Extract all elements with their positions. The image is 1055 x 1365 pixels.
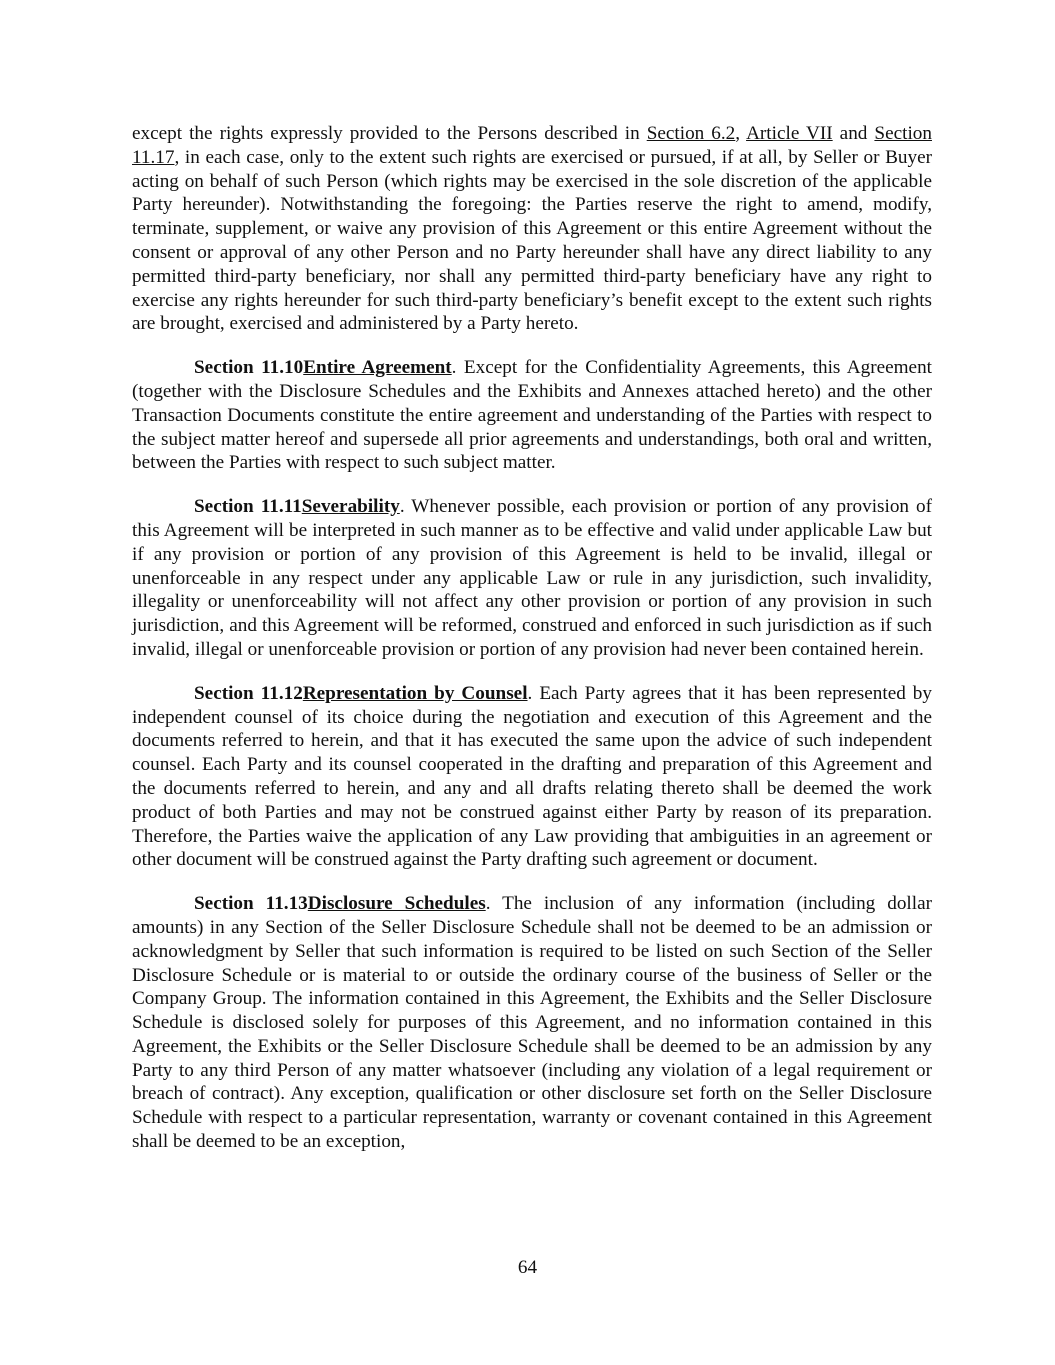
section-title: Severability bbox=[301, 496, 400, 518]
document-page bbox=[132, 122, 932, 1174]
cross-reference-article-vii[interactable]: Article VII bbox=[746, 123, 833, 144]
section-body: . Each Party agrees that it has been represented by independent counsel of its choice during the negotiation and execution of this Agreement and the documents referred to herein, and that it has executed the same upon the advice of such independent counsel. Each Party and its counsel cooperated in the drafting and preparation of this Agreement and the documents referred to herein, and any and all drafts relating thereto shall be deemed the work product of both Parties and may not be construed against either Party by reason of its preparation. Therefore, the Parties waive the application of any Law providing that ambiguities in an agreement or other document will be construed against the Party drafting such agreement or document. bbox=[132, 682, 932, 871]
intro-paragraph bbox=[132, 122, 932, 336]
section-11-11-paragraph bbox=[132, 495, 932, 662]
intro-text-3: and bbox=[832, 123, 875, 144]
section-title: Entire Agreement bbox=[303, 357, 452, 379]
section-11-12-paragraph bbox=[132, 682, 932, 872]
section-title: Representation by Counsel bbox=[302, 682, 528, 704]
page-number: 64 bbox=[517, 1257, 538, 1278]
section-11-10-paragraph bbox=[132, 356, 932, 475]
section-body: . Except for the Confidentiality Agreements, this Agreement (together with the Disclosure Schedules and the Exhibits and Annexes attached hereto) and the other Transaction Documents constitute the entire agreement and understanding of the Parties with respect to the subject matter hereof and supersede all prior agreements and understandings, both oral and written, between the Parties with respect to such subject matter. bbox=[132, 357, 932, 474]
cross-reference-section-6-2[interactable]: Section 6.2 bbox=[646, 123, 736, 144]
intro-text-2: , bbox=[735, 123, 747, 144]
section-11-13-paragraph bbox=[132, 892, 932, 1154]
section-number: Section 11.11 bbox=[194, 496, 302, 518]
section-number: Section 11.10 bbox=[194, 357, 304, 379]
section-body: . The inclusion of any information (including dollar amounts) in any Section of the Seller Disclosure Schedule shall not be deemed to be an admission or acknowledgment by Seller that such information is required to be listed on such Section of the Seller Disclosure Schedule or is material to or outside the ordinary course of the business of Seller or the Company Group. The information contained in this Agreement, the Exhibits and the Seller Disclosure Schedule is disclosed solely for purposes of this Agreement, and no information contained in this Agreement, the Exhibits or the Seller Disclosure Schedule shall be deemed to be an admission by any Party to any third Person of any matter whatsoever (including any violation of a legal requirement or breach of contract). Any exception, qualification or other disclosure set forth on the Seller Disclosure Schedule with respect to a particular representation, warranty or covenant contained in this Agreement shall be deemed to be an exception, bbox=[132, 893, 933, 1153]
section-number: Section 11.12 bbox=[194, 682, 303, 704]
intro-text-4: , in each case, only to the extent such rights are exercised or pursued, if at all, by Seller or Buyer acting on behalf of such Person (which rights may be exercised in the sole discretion of the applicable Party hereunder). Notwithstanding the foregoing: the Parties reserve the right to amend, modify, terminate, supplement, or waive any provision of this Agreement or this entire Agreement without the consent or approval of any other Person and no Party hereunder shall have any direct liability to any permitted third-party beneficiary, nor shall any permitted third-party beneficiary have any right to exercise any rights hereunder for such third-party beneficiary’s benefit except to the extent such rights are brought, exercised and administered by a Party hereto. bbox=[132, 146, 932, 335]
section-body: . Whenever possible, each provision or portion of any provision of this Agreement will be interpreted in such manner as to be effective and valid under applicable Law but if any provision or portion of any provision of this Agreement is held to be invalid, illegal or unenforceable in any respect under any applicable Law or rule in any jurisdiction, such invalidity, illegality or unenforceability will not affect any other provision or portion of any provision in such jurisdiction, and this Agreement will be reformed, construed and enforced in such jurisdiction as if such invalid, illegal or unenforceable provision or portion of any provision had never been contained herein. bbox=[132, 496, 932, 660]
section-number: Section 11.13 bbox=[194, 893, 308, 915]
cross-reference-section-11-17[interactable]: Section 11.17 bbox=[132, 123, 932, 168]
intro-text-1: except the rights expressly provided to the Persons described in bbox=[132, 123, 647, 144]
section-title: Disclosure Schedules bbox=[307, 893, 486, 915]
